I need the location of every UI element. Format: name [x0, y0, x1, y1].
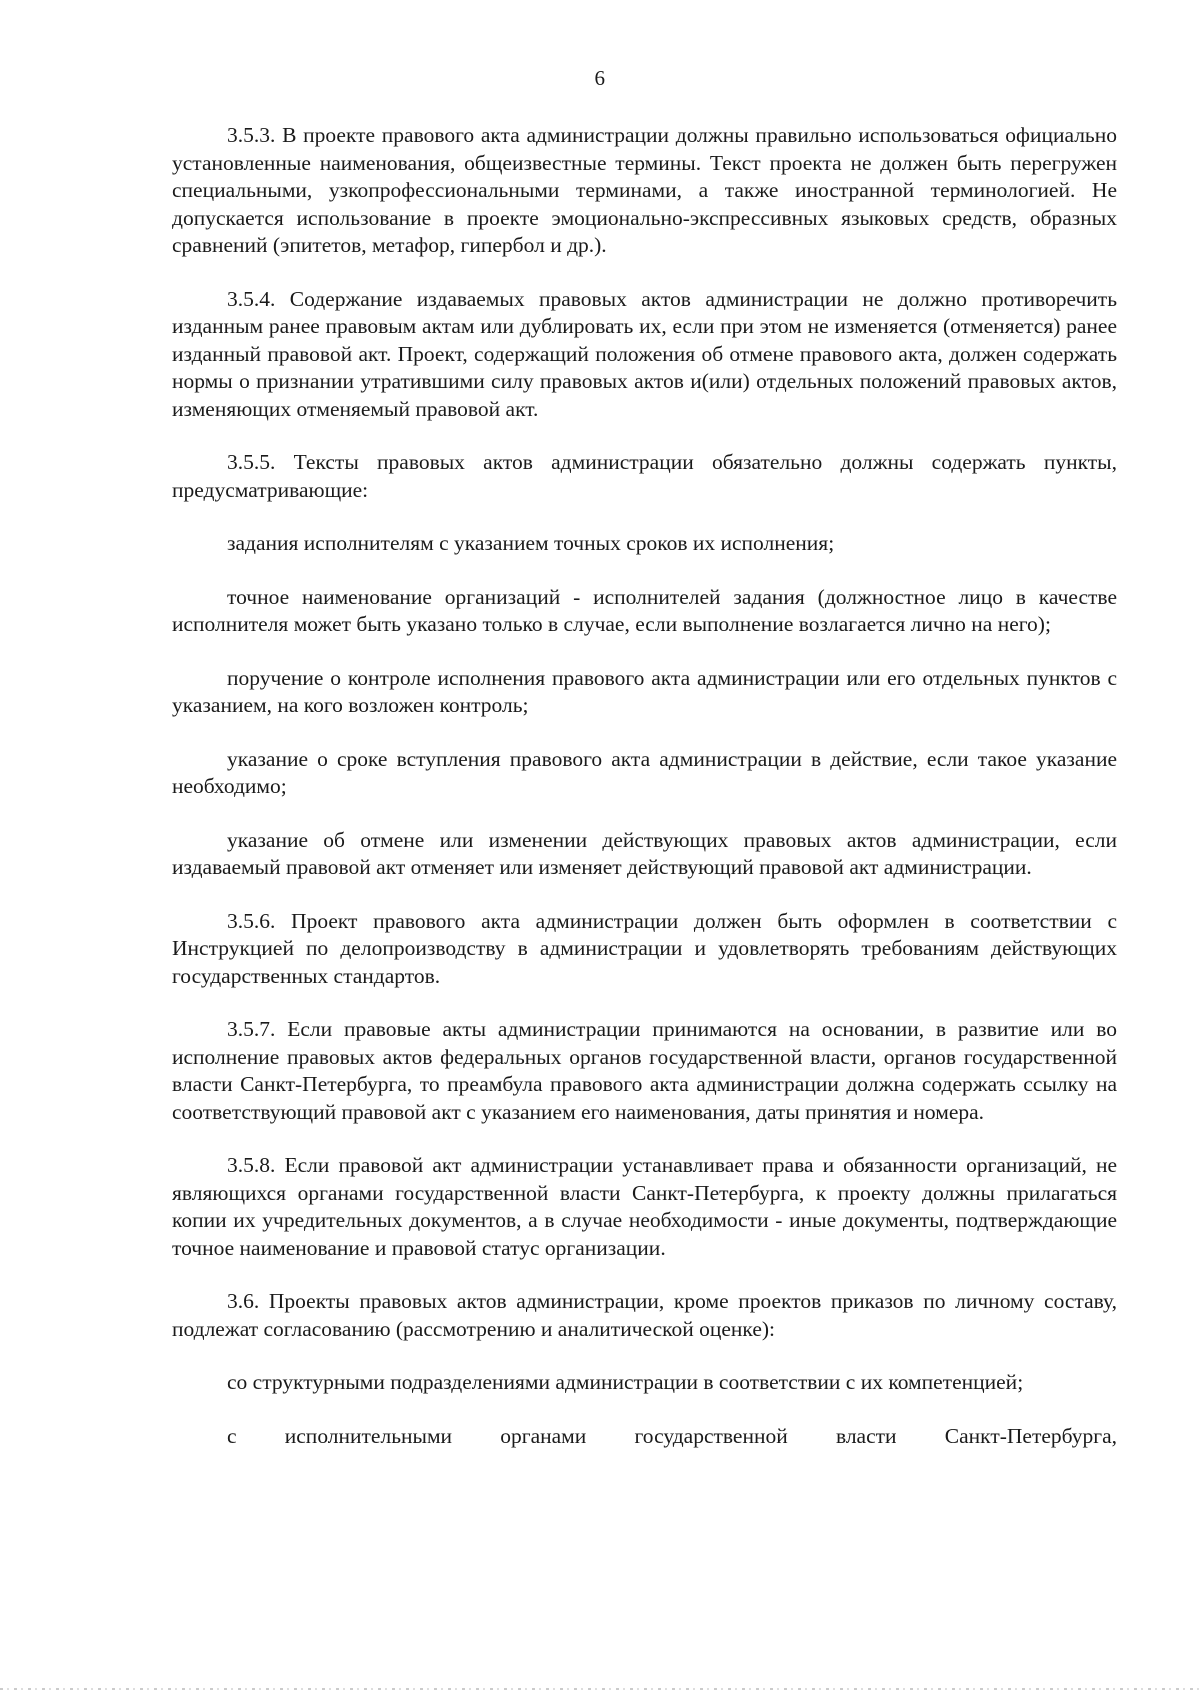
list-item-tasks: задания исполнителям с указанием точных сроков их исполнения;	[227, 531, 835, 555]
paragraph-3-6: 3.6. Проекты правовых актов администрации, кроме проектов приказов по личному составу, подлежат согласованию (рассмотрению и аналитической оценке):	[172, 1289, 1117, 1341]
paragraph-3-5-6: 3.5.6. Проект правового акта администрации должен быть оформлен в соответствии с Инструкцией по делопроизводству в администрации и удовлетворять требованиям действующих государственных стандартов.	[172, 908, 1117, 988]
paragraph-3-5-7: 3.5.7. Если правовые акты администрации принимаются на основании, в развитие или во исполнение правовых актов федеральных органов государственной власти, органов государственной власти Санкт-Петербурга, то преамбула правового акта администрации должна содержать ссылку на соответствующий правовой акт с указанием его наименования, даты принятия и номера.	[172, 1017, 1117, 1124]
list-item-organizations: точное наименование организаций - исполнителей задания (должностное лицо в качестве исполнителя может быть указано только в случае, если выполнение возлагается лично на него);	[172, 584, 1117, 636]
document-body	[172, 122, 1117, 1450]
list-item-structural-units: со структурными подразделениями администрации в соответствии с их компетенцией;	[227, 1370, 1024, 1394]
paragraph-3-5-3: 3.5.3. В проекте правового акта администрации должны правильно использоваться официально установленные наименования, общеизвестные термины. Текст проекта не должен быть перегружен специальными, узкопрофессиональными терминами, а также иностранной терминологией. Не допускается использование в проекте эмоционально-экспрессивных языковых средств, образных сравнений (эпитетов, метафор, гипербол и др.).	[172, 123, 1117, 257]
page-number: 6	[594, 66, 606, 90]
list-item-control: поручение о контроле исполнения правового акта администрации или его отдельных пунктов с указанием, на кого возложен контроль;	[172, 665, 1117, 717]
paragraph-3-5-5: 3.5.5. Тексты правовых актов администрации обязательно должны содержать пункты, предусматривающие:	[172, 450, 1117, 502]
paragraph-3-5-8: 3.5.8. Если правовой акт администрации устанавливает права и обязанности организаций, не являющихся органами государственной власти Санкт-Петербурга, к проекту должны прилагаться копии их учредительных документов, а в случае необходимости - иные документы, подтверждающие точное наименование и правовой статус организации.	[172, 1153, 1117, 1260]
paragraph-3-5-4: 3.5.4. Содержание издаваемых правовых актов администрации не должно противоречить изданным ранее правовым актам или дублировать их, если при этом не изменяется (отменяется) ранее изданный правовой акт. Проект, содержащий положения об отмене правового акта, должен содержать нормы о признании утратившими силу правовых актов и(или) отдельных положений правовых актов, изменяющих отменяемый правовой акт.	[172, 286, 1117, 421]
list-item-repeal: указание об отмене или изменении действующих правовых актов администрации, если издаваемый правовой акт отменяет или изменяет действующий правовой акт администрации.	[172, 827, 1117, 879]
list-item-effective-date: указание о сроке вступления правового акта администрации в действие, если такое указание необходимо;	[172, 746, 1117, 798]
list-item-executive-bodies: с исполнительными органами государственной власти Санкт-Петербурга,	[227, 1423, 1117, 1448]
scan-edge-artifact	[0, 1688, 1200, 1690]
